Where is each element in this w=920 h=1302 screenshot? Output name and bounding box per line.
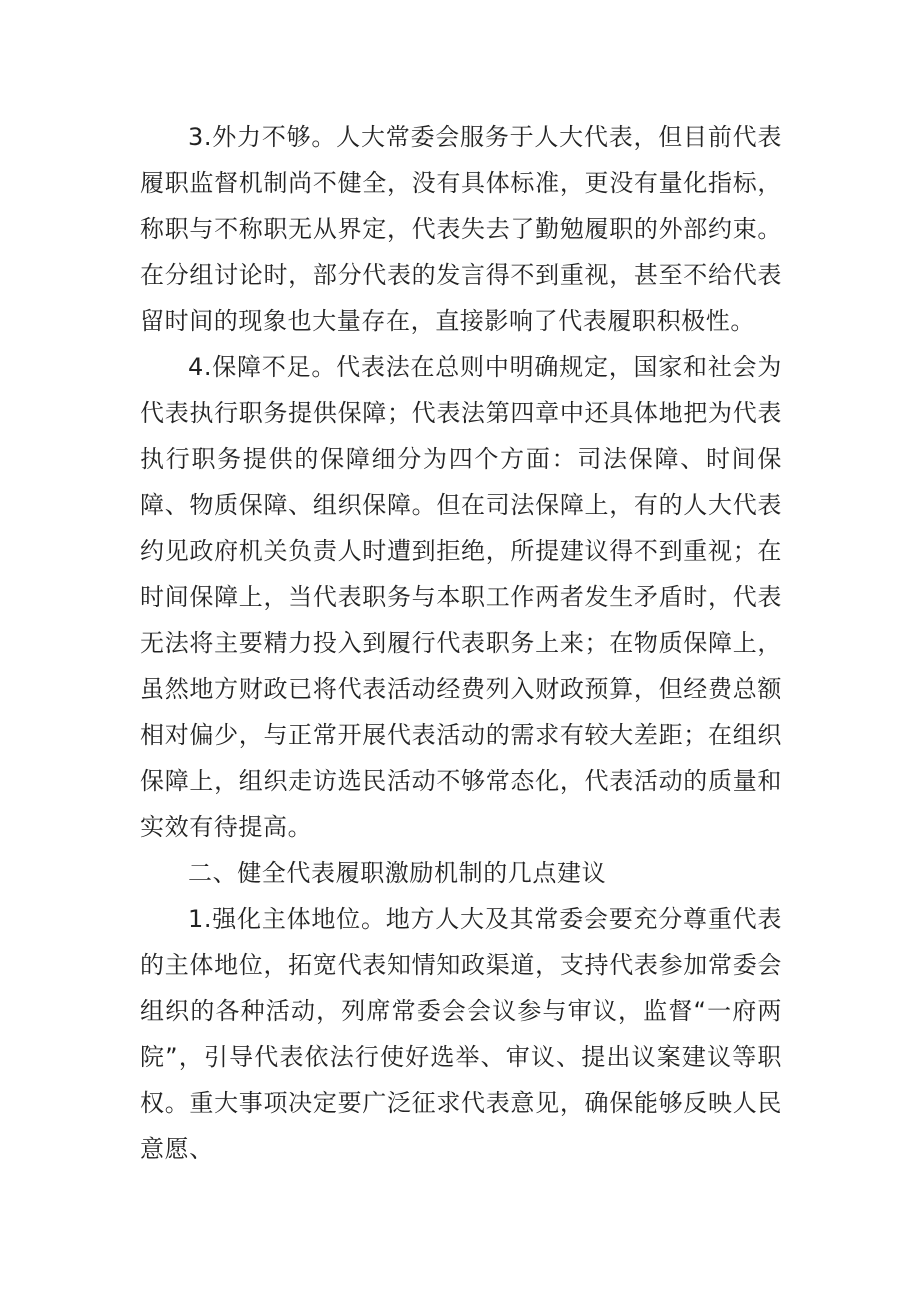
paragraph-insufficient-guarantee: 4.保障不足。代表法在总则中明确规定，国家和社会为代表执行职务提供保障；代表法第四章中还具体地把为代表执行职务提供的保障细分为四个方面：司法保障、时间保障、物质保障、组织保障。但在司法保障上，有的人大代表约见政府机关负责人时遭到拒绝，所提建议得不到重视；在时间保障上，当代表职务与本职工作两者发生矛盾时，代表无法将主要精力投入到履行代表职务上来；在物质保障上，虽然地方财政已将代表活动经费列入财政预算，但经费总额相对偏少，与正常开展代表活动的需求有较大差距；在组织保障上，组织走访选民活动不够常态化，代表活动的质量和实效有待提高。	[140, 353, 782, 841]
paragraph-strengthen-status: 1.强化主体地位。地方人大及其常委会要充分尊重代表的主体地位，拓宽代表知情知政渠道，支持代表参加常委会组织的各种活动，列席常委会会议参与审议，监督“一府两院”，引导代表依法行使好选举、审议、提出议案建议等职权。重大事项决定要广泛征求代表意见，确保能够反映人民意愿、	[140, 905, 782, 1163]
document-body	[140, 114, 782, 1172]
paragraph-external-force: 3.外力不够。人大常委会服务于人大代表，但目前代表履职监督机制尚不健全，没有具体标准，更没有量化指标，称职与不称职无从界定，代表失去了勤勉履职的外部约束。在分组讨论时，部分代表的发言得不到重视，甚至不给代表留时间的现象也大量存在，直接影响了代表履职积极性。	[140, 123, 782, 335]
section-heading-suggestions: 二、健全代表履职激励机制的几点建议	[188, 859, 607, 887]
